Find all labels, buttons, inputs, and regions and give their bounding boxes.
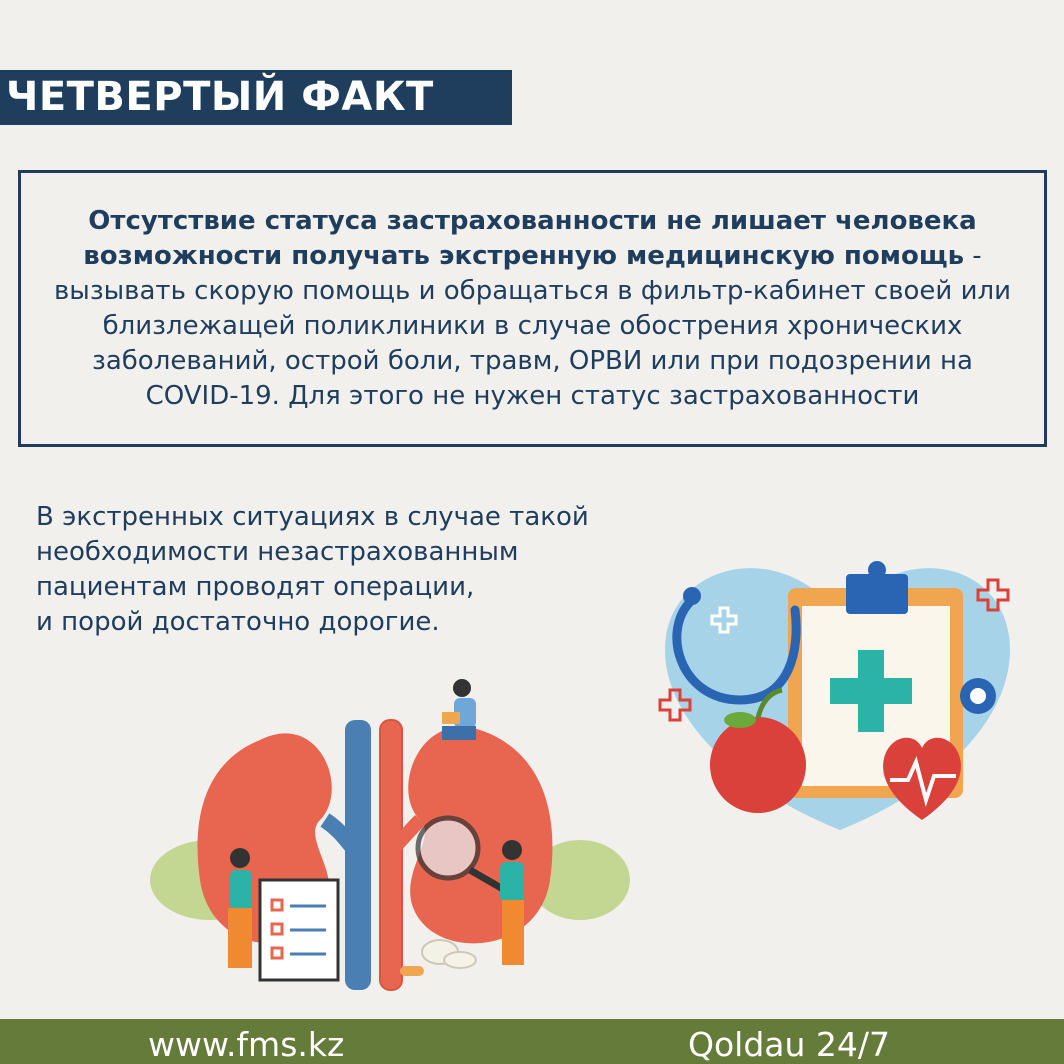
website-link[interactable]: www.fms.kz — [148, 1025, 345, 1064]
side-note-line: пациентам проводят операции, — [36, 572, 475, 602]
heart-pulse-icon — [883, 738, 961, 820]
side-note-line: необходимости незастрахованным — [36, 537, 519, 567]
fact-text — [43, 204, 1022, 414]
checklist-icon — [260, 880, 338, 980]
kidneys-illustration — [150, 680, 620, 990]
hotline-label: Qoldau 24/7 — [688, 1025, 891, 1064]
pill-icon — [400, 940, 476, 976]
side-note-line: и порой достаточно дорогие. — [36, 607, 440, 637]
side-note-line: В экстренных ситуациях в случае такой — [36, 502, 589, 532]
fact-regular-text: - вызывать скорую помощь и обращаться в фильтр-кабинет своей или близлежащей поликлиники в случае обострения хронических заболеваний, острой боли, травм, ОРВИ или при подозрении на COVID-19. Для этого не нужен статус застрахованности — [53, 240, 1012, 411]
medical-kit-illustration — [650, 540, 1030, 840]
fact-bold-text: Отсутствие статуса застрахованности не лишает человека возможности получать экстренную медицинскую помощь — [83, 205, 977, 271]
page-title: ЧЕТВЕРТЫЙ ФАКТ — [0, 70, 512, 125]
fact-box — [18, 170, 1047, 447]
footer-bar — [0, 1019, 1064, 1064]
side-note — [36, 500, 656, 640]
